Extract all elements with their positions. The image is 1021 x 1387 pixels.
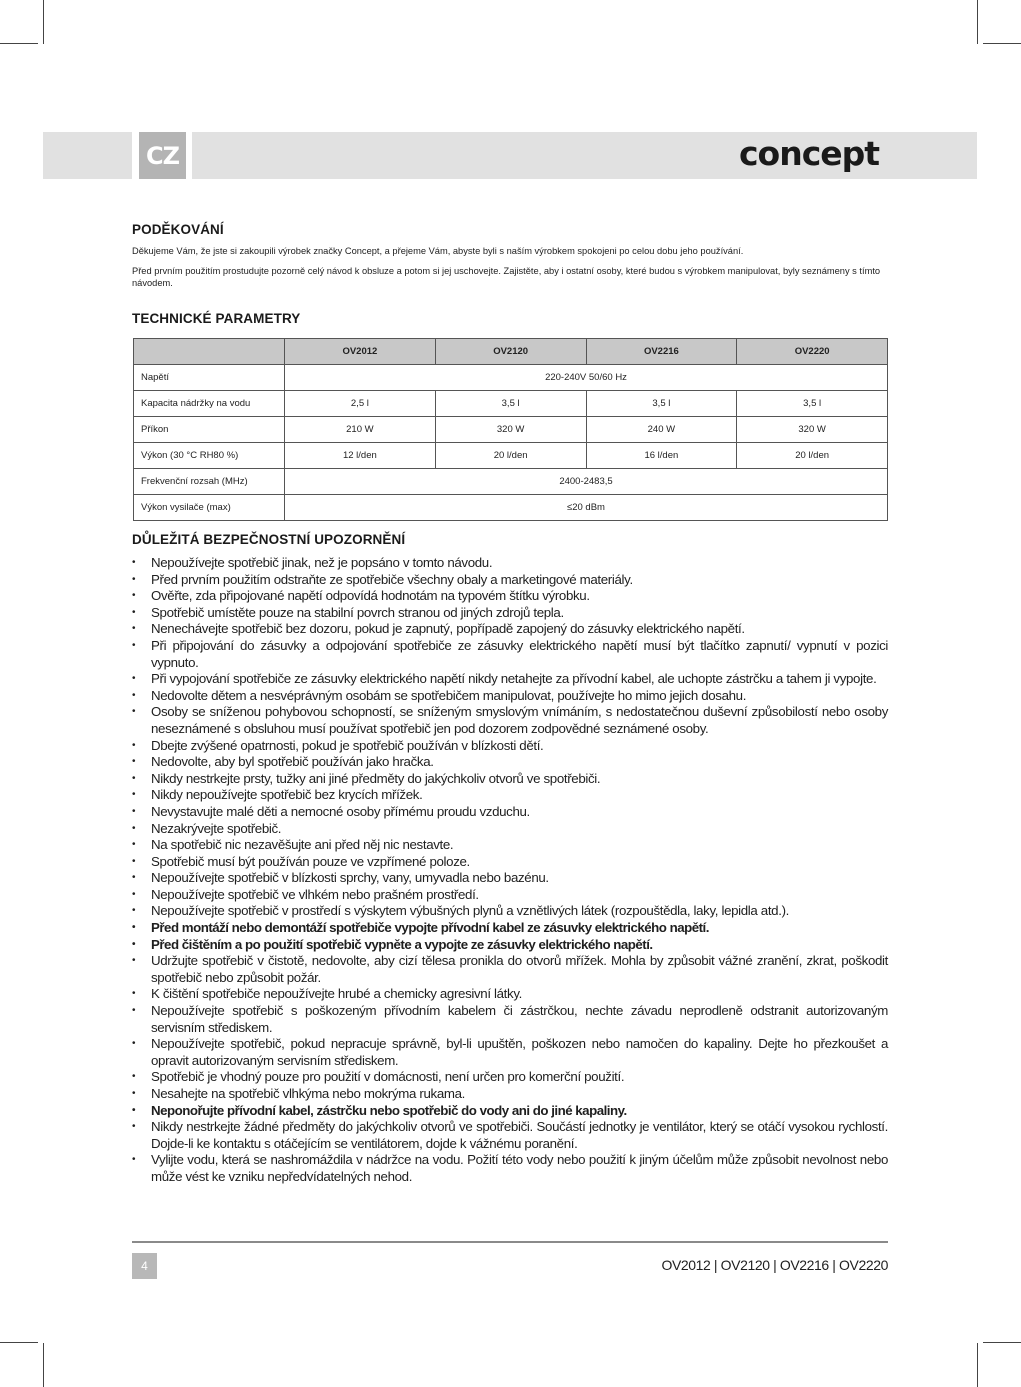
crop-mark [43, 0, 44, 44]
safety-item: • Nikdy nepoužívejte spotřebič bez krycích mřížek. [132, 787, 888, 804]
safety-item: • Nepoužívejte spotřebič v prostředí s výskytem výbušných plynů a vznětlivých látek (rozpouštědla, laky, lepidla atd.). [132, 903, 888, 920]
safety-item: • Ověřte, zda připojované napětí odpovídá hodnotám na typovém štítku výrobku. [132, 588, 888, 605]
spec-row [134, 469, 888, 495]
safety-item: • Nepoužívejte spotřebič s poškozeným přívodním kabelem či zástrčkou, nechte závadu neprodleně odstranit autorizovaným servisním střediskem. [132, 1003, 888, 1036]
footer-divider [132, 1241, 888, 1243]
language-badge: CZ [139, 132, 186, 179]
intro-paragraph: Před prvním použitím prostudujte pozorně celý návod k obsluze a potom si jej uschovejte. Zajistěte, aby i ostatní osoby, které budou s výrobkem manipulovat, byly seznámeny s tímto návodem. [132, 266, 881, 288]
intro-title: PODĚKOVÁNÍ [132, 222, 224, 237]
crop-mark [983, 43, 1021, 44]
safety-item: • Při připojování do zásuvky a odpojování spotřebiče ze zásuvky elektrického napětí musí být tlačítko zapnutí/ vypnutí v pozici vypnuto. [132, 638, 888, 671]
safety-item: • Při vypojování spotřebiče ze zásuvky elektrického napětí nikdy netahejte za přívodní kabel, ale uchopte zástrčku a tahem ji vypojte. [132, 671, 888, 688]
crop-mark [0, 1342, 38, 1343]
crop-mark [977, 1343, 978, 1387]
spec-value: 320 W [435, 417, 586, 443]
intro-section [132, 222, 888, 289]
crop-mark [977, 0, 978, 44]
spec-row [134, 443, 888, 469]
safety-item: • Spotřebič umístěte pouze na stabilní povrch stranou od jiných zdrojů tepla. [132, 605, 888, 622]
safety-item: • Osoby se sníženou pohybovou schopností, se sníženým smyslovým vnímáním, s nedostatečnou duševní způsobilostí nebo osoby neseznámené s obsluhou musí používat spotřebič jen pod dozorem zodpovědné seznámené osoby. [132, 704, 888, 737]
spec-header-row [134, 339, 888, 365]
safety-item: • Nedovolte dětem a nesvéprávným osobám se spotřebičem manipulovat, používejte ho mimo jejich dosahu. [132, 688, 888, 705]
safety-item: • Udržujte spotřebič v čistotě, nedovolte, aby cizí tělesa pronikla do otvorů mřížek. Mohla by způsobit vážné zranění, zkrat, poškodit spotřebič nebo způsobit požár. [132, 953, 888, 986]
safety-item: • Spotřebič musí být používán pouze ve vzpřímené poloze. [132, 854, 888, 871]
safety-item: • Před prvním použitím odstraňte ze spotřebiče všechny obaly a marketingové materiály. [132, 572, 888, 589]
safety-item: • Neponořujte přívodní kabel, zástrčku nebo spotřebič do vody ani do jiné kapaliny. [132, 1103, 888, 1120]
spec-value: 320 W [737, 417, 888, 443]
spec-label: Výkon (30 °C RH80 %) [134, 443, 285, 469]
spec-value: 3,5 l [737, 391, 888, 417]
spec-value: 210 W [285, 417, 436, 443]
safety-item: • Nikdy nestrkejte žádné předměty do jakýchkoliv otvorů ve spotřebiči. Součástí jednotky je ventilátor, který se otáčí vysokou rychlostí. Dojde-li ke kontaktu s otáčejícím se ventilátorem, dojde k vážnému poranění. [132, 1119, 888, 1152]
spec-model-header: OV2120 [435, 339, 586, 365]
spec-label: Příkon [134, 417, 285, 443]
safety-title: DŮLEŽITÁ BEZPEČNOSTNÍ UPOZORNĚNÍ [132, 532, 406, 547]
spec-row [134, 365, 888, 391]
spec-value: 20 l/den [435, 443, 586, 469]
safety-list [132, 555, 888, 1186]
safety-item: • Nesahejte na spotřebič vlhkýma nebo mokrýma rukama. [132, 1086, 888, 1103]
safety-item: • Nepoužívejte spotřebič, pokud nepracuje správně, byl-li upuštěn, poškozen nebo namočen do kapaliny. Dejte ho přezkoušet a opravit autorizovaným servisním střediskem. [132, 1036, 888, 1069]
safety-item: • Nedovolte, aby byl spotřebič používán jako hračka. [132, 754, 888, 771]
spec-label: Kapacita nádržky na vodu [134, 391, 285, 417]
safety-item: • Nevystavujte malé děti a nemocné osoby přímému proudu vzduchu. [132, 804, 888, 821]
spec-value: 20 l/den [737, 443, 888, 469]
spec-corner [134, 339, 285, 365]
brand-logo: concept [739, 134, 880, 173]
spec-value: 2400-2483,5 [285, 469, 888, 495]
tech-title: TECHNICKÉ PARAMETRY [132, 311, 301, 326]
header-block [43, 132, 132, 179]
crop-mark [43, 1343, 44, 1387]
spec-value: 16 l/den [586, 443, 737, 469]
safety-item: • Nikdy nestrkejte prsty, tužky ani jiné předměty do jakýchkoliv otvorů ve spotřebiči. [132, 771, 888, 788]
safety-item: • Vylijte vodu, která se nashromáždila v nádržce na vodu. Požití této vody nebo použití k jiným účelům může způsobit nevolnost nebo může vést ke vzniku nepředvídatelných nehod. [132, 1152, 888, 1185]
safety-item: • Nepoužívejte spotřebič jinak, než je popsáno v tomto návodu. [132, 555, 888, 572]
footer-models: OV2012 | OV2120 | OV2216 | OV2220 [661, 1257, 888, 1273]
safety-item: • Nepoužívejte spotřebič v blízkosti sprchy, vany, umyvadla nebo bazénu. [132, 870, 888, 887]
safety-item: • Na spotřebič nic nezavěšujte ani před něj nic nestavte. [132, 837, 888, 854]
spec-label: Napětí [134, 365, 285, 391]
spec-model-header: OV2216 [586, 339, 737, 365]
spec-row [134, 495, 888, 521]
safety-item: • Před montáží nebo demontáží spotřebiče vypojte přívodní kabel ze zásuvky elektrického napětí. [132, 920, 888, 937]
safety-item: • Nenechávejte spotřebič bez dozoru, pokud je zapnutý, popřípadě zapojený do zásuvky elektrického napětí. [132, 621, 888, 638]
spec-value: 220-240V 50/60 Hz [285, 365, 888, 391]
intro-paragraph: Děkujeme Vám, že jste si zakoupili výrobek značky Concept, a přejeme Vám, abyste byli s naším výrobkem spokojeni po celou dobu jeho používání. [132, 246, 744, 256]
crop-mark [0, 43, 38, 44]
spec-value: 12 l/den [285, 443, 436, 469]
spec-table [133, 338, 888, 521]
safety-item: • K čištění spotřebiče nepoužívejte hrubé a chemicky agresivní látky. [132, 986, 888, 1003]
spec-row [134, 391, 888, 417]
crop-mark [983, 1342, 1021, 1343]
safety-item: • Nepoužívejte spotřebič ve vlhkém nebo prašném prostředí. [132, 887, 888, 904]
spec-label: Výkon vysilače (max) [134, 495, 285, 521]
safety-item: • Nezakrývejte spotřebič. [132, 821, 888, 838]
spec-value: 3,5 l [435, 391, 586, 417]
spec-value: ≤20 dBm [285, 495, 888, 521]
spec-value: 3,5 l [586, 391, 737, 417]
safety-item: • Před čištěním a po použití spotřebič vypněte a vypojte ze zásuvky elektrického napětí. [132, 937, 888, 954]
safety-item: • Spotřebič je vhodný pouze pro použití v domácnosti, není určen pro komerční použití. [132, 1069, 888, 1086]
spec-value: 2,5 l [285, 391, 436, 417]
spec-value: 240 W [586, 417, 737, 443]
spec-row [134, 417, 888, 443]
spec-model-header: OV2220 [737, 339, 888, 365]
safety-item: • Dbejte zvýšené opatrnosti, pokud je spotřebič používán v blízkosti dětí. [132, 738, 888, 755]
spec-model-header: OV2012 [285, 339, 436, 365]
page-number: 4 [132, 1253, 157, 1279]
spec-label: Frekvenční rozsah (MHz) [134, 469, 285, 495]
